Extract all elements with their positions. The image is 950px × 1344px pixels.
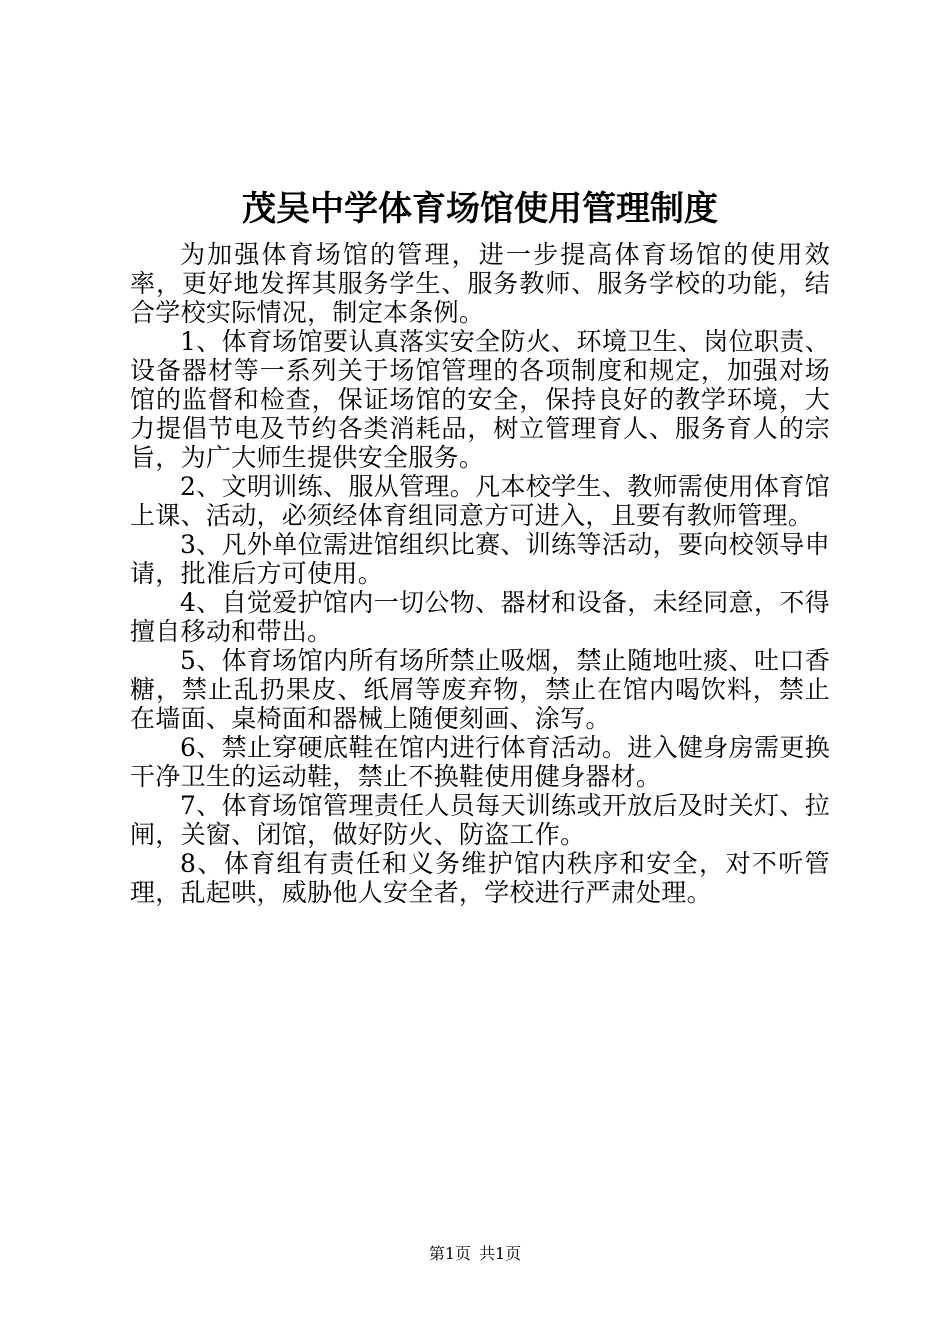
paragraph-rule-1: 1、体育场馆要认真落实安全防火、环境卫生、岗位职责、设备器材等一系列关于场馆管理的各项制度和规定，加强对场馆的监督和检查，保证场馆的安全，保持良好的教学环境，大力提倡节电及节约各类消耗品，树立管理育人、服务育人的宗旨，为广大师生提供安全服务。 [130,327,830,472]
page-footer [0,1243,950,1265]
page-total: 共1页 [479,1244,522,1263]
paragraph-rule-4: 4、自觉爱护馆内一切公物、器材和设备，未经同意，不得擅自移动和带出。 [130,588,830,646]
paragraph-rule-6: 6、禁止穿硬底鞋在馆内进行体育活动。进入健身房需更换干净卫生的运动鞋，禁止不换鞋使用健身器材。 [130,733,830,791]
paragraph-intro: 为加强体育场馆的管理，进一步提高体育场馆的使用效率，更好地发挥其服务学生、服务教师、服务学校的功能，结合学校实际情况，制定本条例。 [130,240,830,327]
paragraph-rule-8: 8、体育组有责任和义务维护馆内秩序和安全，对不听管理，乱起哄，威胁他人安全者，学校进行严肃处理。 [130,849,830,907]
paragraph-rule-7: 7、体育场馆管理责任人员每天训练或开放后及时关灯、拉闸，关窗、闭馆，做好防火、防盗工作。 [130,791,830,849]
document-body [130,240,830,907]
paragraph-rule-2: 2、文明训练、服从管理。凡本校学生、教师需使用体育馆上课、活动，必须经体育组同意方可进入，且要有教师管理。 [130,472,830,530]
document-title: 茂吴中学体育场馆使用管理制度 [242,189,718,229]
paragraph-rule-3: 3、凡外单位需进馆组织比赛、训练等活动，要向校领导申请，批准后方可使用。 [130,530,830,588]
paragraph-rule-5: 5、体育场馆内所有场所禁止吸烟，禁止随地吐痰、吐口香糖，禁止乱扔果皮、纸屑等废弃物，禁止在馆内喝饮料，禁止在墙面、桌椅面和器械上随便刻画、涂写。 [130,646,830,733]
page-number: 第1页 [428,1244,471,1263]
